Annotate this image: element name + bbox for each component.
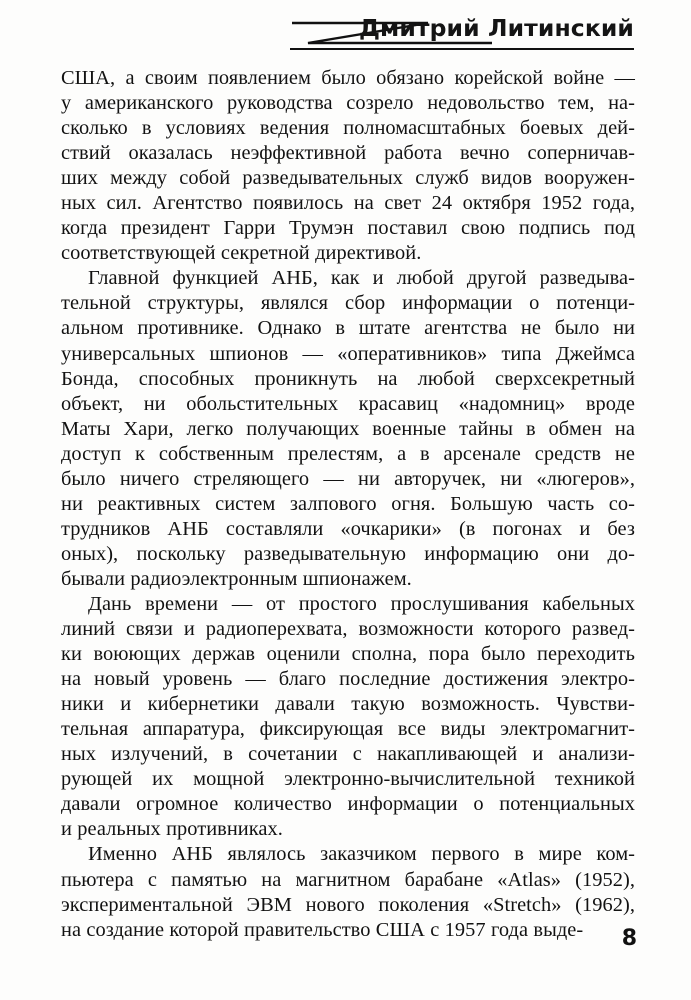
text-line: когда президент Гарри Трумэн поставил свою подпись под — [61, 217, 635, 240]
running-head-author: Дмитрий Литинский — [359, 14, 634, 42]
text-line: сколько в условиях ведения полномасштабных боевых дей- — [61, 117, 635, 140]
text-line: оных), поскольку разведывательную информацию они до- — [61, 542, 635, 565]
text-line: давали огромное количество информации о потенциальных — [61, 793, 635, 816]
page-number: 8 — [621, 926, 637, 951]
text-line: на новый уровень — благо последние достижения электро- — [61, 668, 635, 691]
text-line: ных сил. Агентство появилось на свет 24 октября 1952 года, — [61, 192, 635, 215]
line-text: Дань времени — от простого прослушивания кабельных — [88, 592, 635, 615]
paragraph — [61, 842, 635, 942]
text-line — [61, 592, 635, 617]
paragraph — [61, 266, 635, 592]
text-line: тельной структуры, являлся сбор информации о потенци- — [61, 292, 635, 315]
text-line: пьютера с памятью на магнитном барабане «Atlas» (1952), — [61, 868, 635, 891]
text-line: у американского руководства созрело недовольство тем, на- — [61, 92, 635, 115]
paragraph — [61, 592, 635, 842]
text-line: рующей их мощной электронно-вычислительной техникой — [61, 768, 635, 791]
text-line: на создание которой правительство США с 1957 года выде- — [61, 918, 584, 941]
text-line: Маты Хари, легко получающих военные тайны в обмен на — [61, 417, 635, 440]
text-line: экспериментальной ЭВМ нового поколения «Stretch» (1962), — [61, 893, 635, 916]
text-line: было ничего стреляющего — ни авторучек, ни «люгеров», — [61, 467, 635, 490]
line-text: Главной функцией АНБ, как и любой другой разведыва- — [88, 267, 635, 290]
text-line: линий связи и радиоперехвата, возможности которого развед- — [61, 618, 635, 641]
body-text — [61, 66, 635, 943]
running-head — [0, 0, 691, 62]
text-line: бывали радиоэлектронным шпионажем. — [61, 567, 412, 590]
text-line: ствий оказалась неэффективной работа вечно соперничав- — [61, 142, 635, 165]
text-line: ники и кибернетики давали такую возможность. Чувстви- — [61, 693, 635, 716]
text-line: тельная аппаратура, фиксирующая все виды электромагнит- — [61, 718, 635, 741]
text-line: ших между собой разведывательных служб видов вооружен- — [61, 167, 635, 190]
text-line: ни реактивных систем залпового огня. Большую часть со- — [61, 492, 635, 515]
running-head-rule — [290, 48, 634, 50]
text-line: и реальных противниках. — [61, 818, 283, 841]
text-line — [61, 266, 635, 291]
text-line: объект, ни обольстительных красавиц «надомниц» вроде — [61, 392, 635, 415]
paragraph — [61, 66, 635, 266]
text-line: ных излучений, в сочетании с накапливающей и анализи- — [61, 743, 635, 766]
text-line: соответствующей секретной директивой. — [61, 242, 422, 265]
text-line: универсальных шпионов — «оперативников» типа Джеймса — [61, 342, 635, 365]
text-line: США, а своим появлением было обязано корейской войне — — [61, 67, 635, 89]
line-text: Именно АНБ являлось заказчиком первого в мире ком- — [88, 843, 635, 866]
text-line: ки воюющих держав оценили сполна, пора было переходить — [61, 643, 635, 666]
text-line: трудников АНБ составляли «очкарики» (в погонах и без — [61, 517, 635, 540]
text-line — [61, 842, 635, 867]
text-line: Бонда, способных проникнуть на любой сверхсекретный — [61, 367, 635, 390]
text-line: альном противнике. Однако в штате агентства не было ни — [61, 317, 635, 340]
text-line: доступ к собственным прелестям, а в арсенале средств не — [61, 442, 635, 465]
